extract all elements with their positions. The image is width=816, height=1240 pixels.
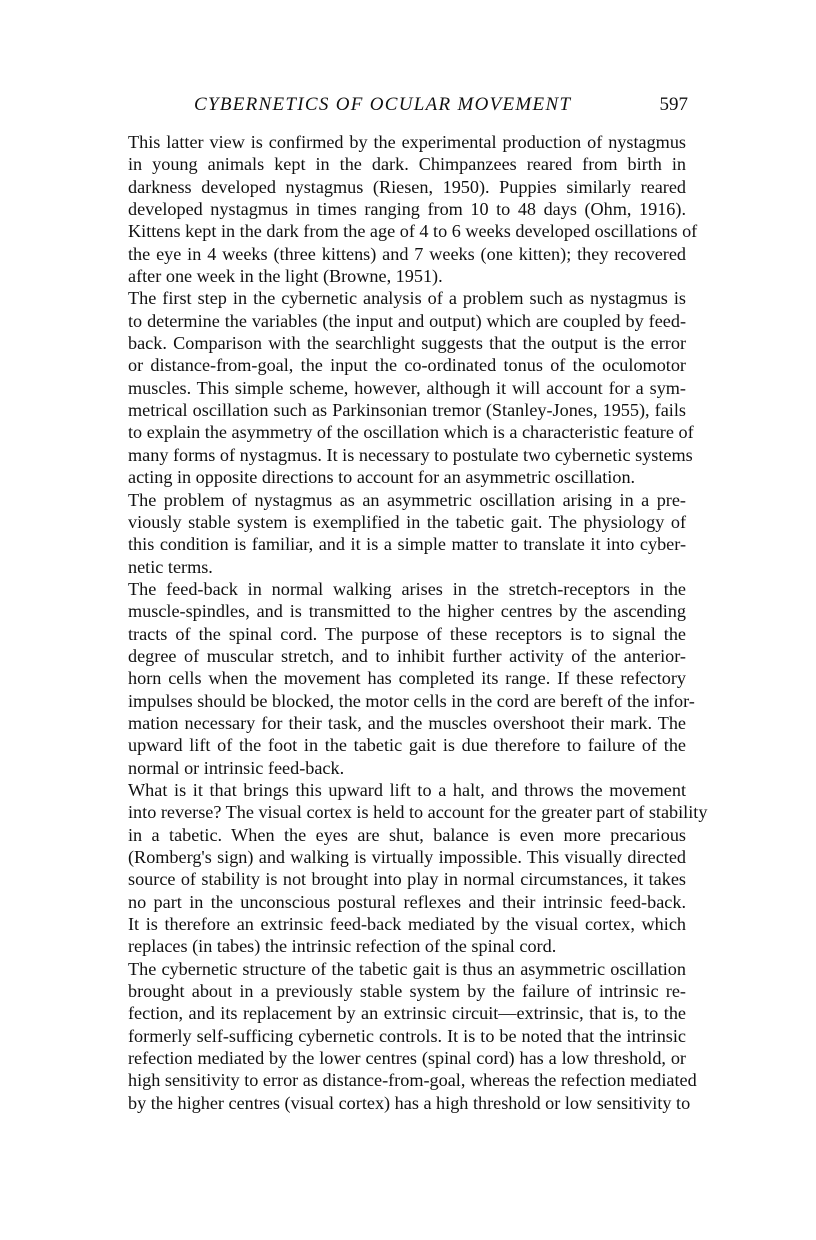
text-line: the eye in 4 weeks (three kittens) and 7 weeks (one kitten); they recovered [128, 243, 686, 264]
text-line: brought about in a previously stable system by the failure of intrinsic re- [128, 981, 686, 1002]
text-line: in a tabetic. When the eyes are shut, balance is even more precarious [128, 824, 686, 845]
text-line: source of stability is not brought into play in normal circumstances, it takes [128, 869, 686, 890]
text-line: It is therefore an extrinsic feed-back mediated by the visual cortex, which [128, 914, 686, 935]
paragraph-cybernetic-structure [128, 958, 697, 1114]
text-line: mation necessary for their task, and the muscles overshoot their mark. The [128, 712, 686, 733]
text-line: viously stable system is exemplified in the tabetic gait. The physiology of [128, 511, 686, 532]
page-number: 597 [659, 94, 688, 115]
text-line: no part in the unconscious postural reflexes and their intrinsic feed-back. [128, 891, 686, 912]
text-line: horn cells when the movement has completed its range. If these refectory [128, 668, 686, 689]
text-line: refection mediated by the lower centres (spinal cord) has a low threshold, or [128, 1048, 686, 1069]
text-line: back. Comparison with the searchlight suggests that the output is the error [128, 333, 686, 354]
text-line: formerly self-sufficing cybernetic controls. It is to be noted that the intrinsic [128, 1025, 686, 1046]
paragraph-cybernetic-analysis [128, 287, 694, 488]
text-line: high sensitivity to error as distance-from-goal, whereas the refection mediated [128, 1070, 697, 1091]
text-line: impulses should be blocked, the motor cells in the cord are bereft of the infor- [128, 690, 695, 711]
text-line: in young animals kept in the dark. Chimpanzees reared from birth in [128, 154, 686, 175]
text-line: this condition is familiar, and it is a simple matter to translate it into cyber- [128, 534, 686, 555]
text-line: netic terms. [128, 556, 213, 577]
running-head [128, 94, 688, 122]
text-line: tracts of the spinal cord. The purpose of these receptors is to signal the [128, 623, 686, 644]
text-line: by the higher centres (visual cortex) has a high threshold or low sensitivity to [128, 1092, 691, 1113]
text-line: fection, and its replacement by an extrinsic circuit—extrinsic, that is, to the [128, 1003, 686, 1024]
text-line: developed nystagmus in times ranging from 10 to 48 days (Ohm, 1916). [128, 199, 686, 220]
text-line: to explain the asymmetry of the oscillation which is a characteristic feature of [128, 422, 694, 443]
text-line: darkness developed nystagmus (Riesen, 1950). Puppies similarly reared [128, 176, 686, 197]
paragraph-visual-cortex-stability [128, 779, 708, 958]
text-line: The first step in the cybernetic analysis of a problem such as nystagmus is [128, 288, 686, 309]
text-line: normal or intrinsic feed-back. [128, 757, 345, 778]
text-line: degree of muscular stretch, and to inhibit further activity of the anterior- [128, 645, 686, 666]
text-line: Kittens kept in the dark from the age of 4 to 6 weeks developed oscillations of [128, 221, 698, 242]
paragraph-feedback-normal-walking [128, 578, 695, 779]
text-line: or distance-from-goal, the input the co-ordinated tonus of the oculomotor [128, 355, 686, 376]
text-line: after one week in the light (Browne, 1951). [128, 266, 443, 287]
text-line: This latter view is confirmed by the experimental production of nystagmus [128, 132, 686, 152]
body-text [128, 131, 708, 1114]
running-title: CYBERNETICS OF OCULAR MOVEMENT [194, 94, 572, 115]
text-line: The problem of nystagmus as an asymmetric oscillation arising in a pre- [128, 489, 686, 510]
text-line: muscles. This simple scheme, however, although it will account for a sym- [128, 377, 686, 398]
text-line: The cybernetic structure of the tabetic gait is thus an asymmetric oscillation [128, 958, 686, 979]
text-line: metrical oscillation such as Parkinsonian tremor (Stanley-Jones, 1955), fails [128, 400, 686, 421]
paragraph-tabetic-gait-intro [128, 489, 686, 578]
text-line: muscle-spindles, and is transmitted to the higher centres by the ascending [128, 601, 686, 622]
text-line: The feed-back in normal walking arises in the stretch-receptors in the [128, 578, 686, 599]
text-line: to determine the variables (the input and output) which are coupled by feed- [128, 310, 686, 331]
text-line: acting in opposite directions to account for an asymmetric oscillation. [128, 467, 636, 488]
paragraph-nystagmus-dark-rearing [128, 131, 698, 287]
text-line: into reverse? The visual cortex is held to account for the greater part of stability [128, 802, 708, 823]
text-line: (Romberg's sign) and walking is virtually impossible. This visually directed [128, 847, 686, 867]
text-line: replaces (in tabes) the intrinsic refection of the spinal cord. [128, 936, 557, 957]
text-line: What is it that brings this upward lift to a halt, and throws the movement [128, 779, 686, 800]
text-line: many forms of nystagmus. It is necessary to postulate two cybernetic systems [128, 444, 693, 465]
text-line: upward lift of the foot in the tabetic gait is due therefore to failure of the [128, 735, 686, 756]
